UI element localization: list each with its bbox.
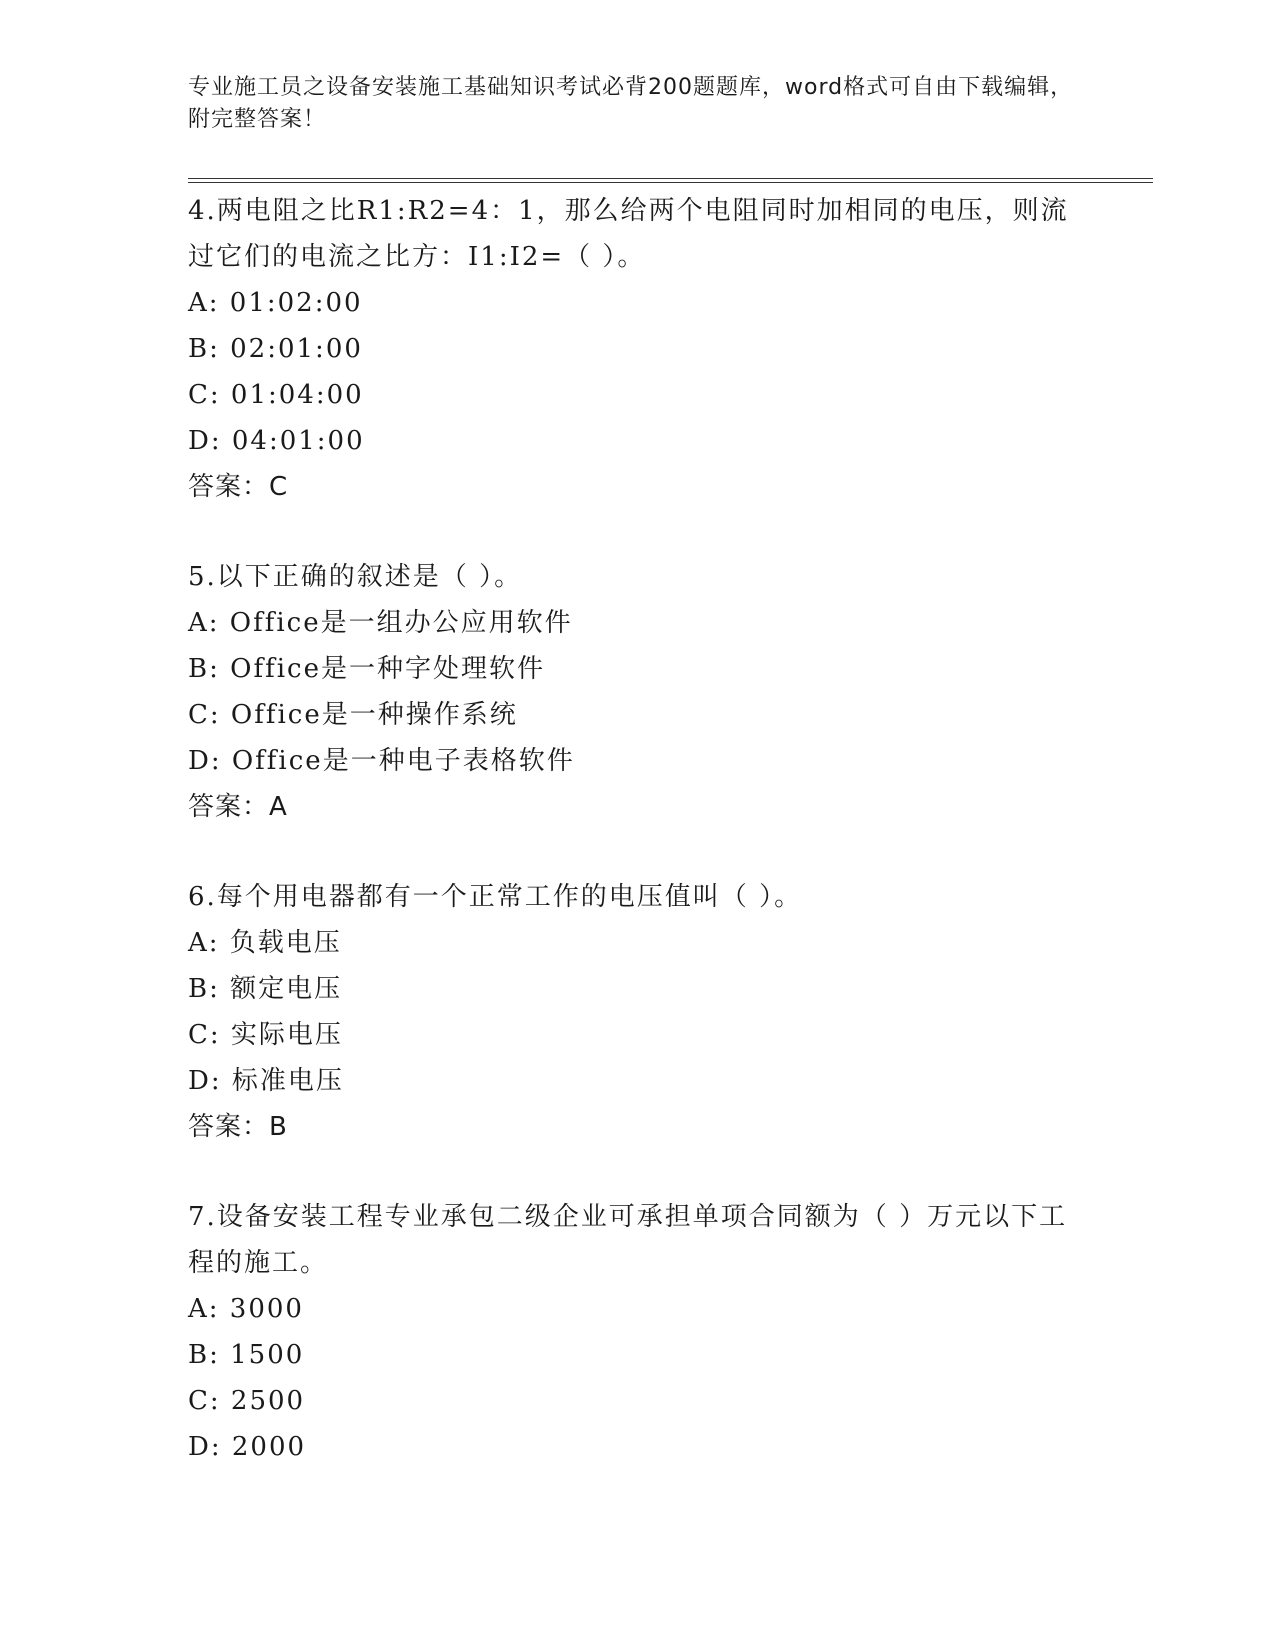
option-a: A: 3000 [188,1294,304,1324]
question-stem: 7.设备安装工程专业承包二级企业可承担单项合同额为（ ）万元以下工程的施工。 [188,1202,1068,1278]
question-6 [188,874,1078,1150]
option-a: A: Office是一组办公应用软件 [188,608,573,638]
option-c: C: 实际电压 [188,1020,343,1050]
option-a: A: 负载电压 [188,928,342,958]
question-stem: 5.以下正确的叙述是（ ）。 [188,562,523,592]
question-5 [188,554,1078,830]
option-b: B: 额定电压 [188,974,343,1004]
header-divider [188,178,1153,183]
option-c: C: Office是一种操作系统 [188,700,518,730]
page-title: 专业施工员之设备安装施工基础知识考试必背200题题库，word格式可自由下载编辑，附完整答案！ [188,75,1074,132]
option-b: B: 1500 [188,1340,305,1370]
question-4 [188,188,1078,510]
question-7 [188,1194,1078,1470]
answer-line: 答案：A [188,792,288,822]
option-d: D: 04:01:00 [188,426,365,456]
question-list [188,188,1078,1514]
question-stem: 6.每个用电器都有一个正常工作的电压值叫（ ）。 [188,882,803,912]
option-d: D: 标准电压 [188,1066,344,1096]
option-c: C: 2500 [188,1386,306,1416]
option-c: C: 01:04:00 [188,380,364,410]
option-d: D: Office是一种电子表格软件 [188,746,575,776]
option-b: B: 02:01:00 [188,334,363,364]
answer-line: 答案：B [188,1112,288,1142]
option-d: D: 2000 [188,1432,307,1462]
answer-line: 答案：C [188,472,289,502]
option-a: A: 01:02:00 [188,288,363,318]
option-b: B: Office是一种字处理软件 [188,654,545,684]
question-stem: 4.两电阻之比R1:R2=4：1，那么给两个电阻同时加相同的电压，则流过它们的电流之比方：I1:I2=（ ）。 [188,196,1069,272]
